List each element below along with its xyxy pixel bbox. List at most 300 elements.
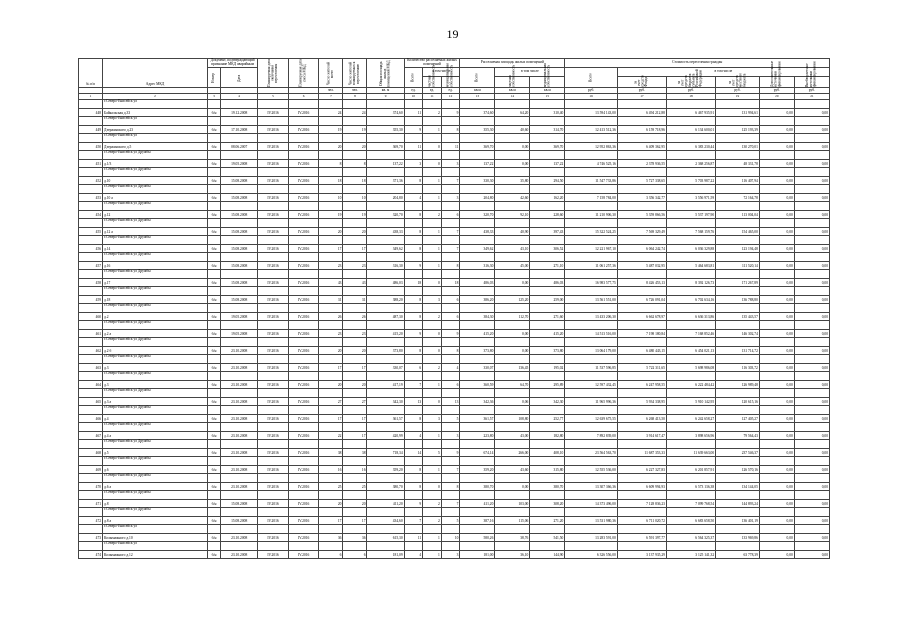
cell-c-loc: 116 303,72 [716, 363, 760, 372]
cell-r-priv: 2 [423, 516, 442, 525]
cell-date: 23.10.2008 [221, 431, 258, 440]
empty-cell [288, 338, 319, 347]
cell-a-mun: 306,52 [530, 244, 565, 253]
cell-c-ex2: 0,00 [794, 108, 829, 117]
table-row-address [79, 270, 830, 279]
address-line-1: г.Северо-Енисейск ул Дружбы [103, 304, 208, 313]
cell-c-fund: 7 128 836,23 [617, 499, 666, 508]
cell-c-ex2: 0,00 [794, 482, 829, 491]
empty-cell [565, 338, 617, 347]
empty-cell [495, 151, 530, 160]
empty-cell [319, 287, 343, 296]
empty-cell [207, 372, 220, 381]
empty-cell [404, 151, 423, 160]
cell-r-mun: 3 [441, 550, 460, 559]
empty-cell [319, 202, 343, 211]
cell-r-mun: 6 [441, 312, 460, 321]
empty-cell [666, 236, 715, 245]
cell-c-fund: 5 359 866,56 [617, 210, 666, 219]
table-row-address [79, 474, 830, 483]
empty-cell [319, 219, 343, 228]
cell-num: 449 [79, 125, 103, 134]
cell-res: 17 [319, 244, 343, 253]
cell-date: 23.10.2008 [221, 448, 258, 457]
empty-cell [565, 372, 617, 381]
empty-cell [441, 100, 460, 109]
empty-cell [221, 236, 258, 245]
column-number-cell: 4 [221, 94, 258, 100]
empty-cell [666, 389, 715, 398]
cell-addr2: д.4 [103, 414, 208, 423]
empty-cell [423, 151, 442, 160]
cell-c-reg: 6 383 230,44 [666, 142, 715, 151]
cell-date: 15.08.2008 [221, 278, 258, 287]
empty-cell [666, 457, 715, 466]
cell-area: 349,62 [367, 244, 404, 253]
cell-r-mun: 3 [441, 431, 460, 440]
cell-num: 472 [79, 516, 103, 525]
empty-cell [716, 100, 760, 109]
empty-cell [221, 440, 258, 449]
cell-r-mun: 9 [441, 329, 460, 338]
cell-a-mun: 486,03 [530, 278, 565, 287]
empty-cell [794, 321, 829, 330]
empty-cell [565, 100, 617, 109]
cell-c-ex: 0,00 [759, 261, 794, 270]
empty-cell [207, 151, 220, 160]
empty-cell [258, 117, 289, 126]
empty-cell [207, 508, 220, 517]
cell-c-loc: 144 893,24 [716, 499, 760, 508]
empty-cell [207, 406, 220, 415]
empty-cell [367, 321, 404, 330]
cell-c-fund: 3 914 617,47 [617, 431, 666, 440]
cell-area: 434,60 [367, 516, 404, 525]
cell-a-mun: 408,10 [530, 448, 565, 457]
cell-reloc: IV.2016 [258, 363, 289, 372]
cell-addr2: Колымажного д.10 [103, 533, 208, 542]
cell-date: 15.08.2008 [221, 227, 258, 236]
empty-cell [460, 202, 495, 211]
col-rooms-private-header: частная собственность [423, 77, 442, 88]
cell-date: 19.05.2008 [221, 329, 258, 338]
empty-cell [343, 440, 367, 449]
cell-c-ex: 0,00 [759, 448, 794, 457]
cell-c-fund: 6 711 020,72 [617, 516, 666, 525]
empty-cell [79, 304, 103, 313]
column-number-cell: 15 [530, 94, 565, 100]
table-row-address [79, 355, 830, 364]
cell-r-mun: 7 [441, 244, 460, 253]
cell-c-ex: 0,00 [759, 346, 794, 355]
address-line-1: г.Северо-Енисейск ул Дружбы [103, 355, 208, 364]
empty-cell [79, 321, 103, 330]
cell-c-ex2: 0,00 [794, 193, 829, 202]
empty-cell [794, 236, 829, 245]
cell-c-ex2: 0,00 [794, 244, 829, 253]
cell-reloc: IV.2016 [258, 329, 289, 338]
empty-cell [221, 406, 258, 415]
cell-c-all: 13 283 591,00 [565, 533, 617, 542]
empty-cell [759, 440, 794, 449]
cell-area: 438,33 [367, 227, 404, 236]
cell-c-all: 15 322 524,25 [565, 227, 617, 236]
cell-no: б/н [207, 210, 220, 219]
empty-cell [495, 287, 530, 296]
empty-cell [530, 508, 565, 517]
table-row-address [79, 423, 830, 432]
empty-cell [207, 389, 220, 398]
empty-cell [423, 440, 442, 449]
empty-cell [495, 236, 530, 245]
empty-cell [207, 474, 220, 483]
cell-r-all: 4 [404, 193, 423, 202]
empty-cell [79, 151, 103, 160]
empty-cell [207, 542, 220, 551]
empty-cell [565, 168, 617, 177]
address-line-1: г.Северо-Енисейск ул Дружбы [103, 423, 208, 432]
address-line-1: г.Северо-Енисейск ул Дружбы [103, 270, 208, 279]
unit-cell: ед. [441, 88, 460, 94]
cell-resp: 8 [343, 159, 367, 168]
empty-cell [495, 219, 530, 228]
cell-a-mun: 295,89 [530, 380, 565, 389]
empty-cell [617, 525, 666, 534]
empty-cell [617, 508, 666, 517]
cell-reloc: IV.2016 [258, 227, 289, 236]
empty-cell [495, 134, 530, 143]
cell-a-all: 181,00 [460, 550, 495, 559]
address-line-1: г.Северо-Енисейск ул Дружбы [103, 168, 208, 177]
cell-reloc: IV.2016 [258, 295, 289, 304]
cell-c-fund: 6 480 443,15 [617, 346, 666, 355]
cell-reloc: IV.2016 [258, 159, 289, 168]
cell-a-mun: 315,80 [530, 465, 565, 474]
cell-c-loc: 72 164,78 [716, 193, 760, 202]
empty-cell [441, 406, 460, 415]
cell-addr2: д.3 [103, 380, 208, 389]
empty-cell [716, 525, 760, 534]
column-number-cell: 14 [495, 94, 530, 100]
cell-addr2: д.17 [103, 278, 208, 287]
empty-cell [319, 542, 343, 551]
cell-c-loc: 146 302,74 [716, 329, 760, 338]
empty-cell [716, 219, 760, 228]
unit-cell: ед. [423, 88, 442, 94]
empty-cell [288, 474, 319, 483]
empty-cell [221, 287, 258, 296]
empty-cell [258, 321, 289, 330]
cell-r-mun: 13 [441, 397, 460, 406]
cell-c-all: 23 564 563,70 [565, 448, 617, 457]
cell-a-all: 486,03 [460, 278, 495, 287]
table-row [79, 159, 830, 168]
empty-cell [288, 134, 319, 143]
col-residents-header: Число жителей всего [319, 59, 343, 88]
empty-cell [258, 151, 289, 160]
empty-cell [617, 372, 666, 381]
empty-cell [319, 117, 343, 126]
cell-a-priv: 136,45 [495, 363, 530, 372]
empty-cell [423, 338, 442, 347]
cell-r-priv: 2 [423, 499, 442, 508]
cell-demol: IV.2016 [288, 176, 319, 185]
column-number-cell: 9 [367, 94, 404, 100]
cell-c-ex: 0,00 [759, 516, 794, 525]
empty-cell [530, 457, 565, 466]
cell-resp: 25 [343, 482, 367, 491]
empty-cell [79, 423, 103, 432]
empty-cell [460, 287, 495, 296]
empty-cell [288, 151, 319, 160]
empty-cell [441, 525, 460, 534]
column-number-cell: 2 [103, 94, 208, 100]
cell-date: 23.10.2008 [221, 465, 258, 474]
empty-cell [288, 508, 319, 517]
empty-cell [207, 117, 220, 126]
empty-cell [221, 185, 258, 194]
cell-c-fund: 11 687 353,33 [617, 448, 666, 457]
empty-cell [794, 491, 829, 500]
cell-date: 15.08.2008 [221, 516, 258, 525]
cell-c-reg: 6 222 484,42 [666, 380, 715, 389]
empty-cell [367, 542, 404, 551]
address-line-1: г.Северо-Енисейск ул [103, 117, 208, 126]
empty-cell [666, 372, 715, 381]
empty-cell [423, 202, 442, 211]
cell-num: 452 [79, 176, 103, 185]
empty-cell [319, 253, 343, 262]
empty-cell [207, 287, 220, 296]
cell-resp: 20 [343, 227, 367, 236]
cell-c-reg: 5 703 987,22 [666, 176, 715, 185]
empty-cell [716, 389, 760, 398]
empty-cell [460, 508, 495, 517]
empty-cell [343, 491, 367, 500]
empty-cell [666, 355, 715, 364]
empty-cell [79, 185, 103, 194]
cell-c-loc: 111 520,14 [716, 261, 760, 270]
table-row [79, 363, 830, 372]
cell-no: б/н [207, 550, 220, 559]
cell-resp: 17 [343, 414, 367, 423]
cell-res: 17 [319, 414, 343, 423]
cell-a-priv: 92,10 [495, 210, 530, 219]
cell-c-ex: 0,00 [759, 176, 794, 185]
cell-res: 16 [319, 465, 343, 474]
cell-addr2: д.4 а [103, 431, 208, 440]
cell-no: б/н [207, 431, 220, 440]
empty-cell [794, 253, 829, 262]
cell-no: б/н [207, 108, 220, 117]
col-rooms-total-header: Всего [404, 68, 423, 88]
empty-cell [367, 304, 404, 313]
empty-cell [367, 423, 404, 432]
cell-num: 458 [79, 278, 103, 287]
empty-cell [423, 287, 442, 296]
cell-date: 23.10.2008 [221, 482, 258, 491]
empty-cell [288, 185, 319, 194]
table-row [79, 125, 830, 134]
empty-cell [343, 185, 367, 194]
empty-cell [258, 168, 289, 177]
cell-r-priv: 1 [423, 550, 442, 559]
cell-r-priv: 0 [423, 142, 442, 151]
empty-cell [460, 525, 495, 534]
cell-c-reg: 6 242 658,27 [666, 414, 715, 423]
cell-c-loc: 123 194,48 [716, 244, 760, 253]
cell-a-all: 137,22 [460, 159, 495, 168]
empty-cell [530, 100, 565, 109]
empty-cell [404, 236, 423, 245]
empty-cell [460, 185, 495, 194]
empty-cell [495, 474, 530, 483]
empty-cell [207, 440, 220, 449]
empty-cell [495, 389, 530, 398]
table-row-address [79, 236, 830, 245]
empty-cell [441, 389, 460, 398]
cell-r-priv: 1 [423, 261, 442, 270]
cell-resp: 17 [343, 363, 367, 372]
empty-cell [319, 474, 343, 483]
cell-num: 464 [79, 380, 103, 389]
cell-res: 17 [319, 363, 343, 372]
cell-c-fund: 5 487 032,95 [617, 261, 666, 270]
table-row-address [79, 406, 830, 415]
empty-cell [343, 304, 367, 313]
empty-cell [460, 321, 495, 330]
cell-r-all: 11 [404, 533, 423, 542]
empty-cell [716, 151, 760, 160]
cell-c-all: 13 433 206,30 [565, 312, 617, 321]
empty-cell [460, 474, 495, 483]
cell-resp: 24 [343, 108, 367, 117]
empty-cell [666, 100, 715, 109]
cell-r-all: 3 [404, 159, 423, 168]
cell-resp: 17 [343, 244, 367, 253]
empty-cell [716, 185, 760, 194]
empty-cell [565, 134, 617, 143]
table-row-address [79, 202, 830, 211]
cell-no: б/н [207, 278, 220, 287]
address-line-1: г.Северо-Енисейск ул Дружбы [103, 457, 208, 466]
col-doc-number-header: Номер [207, 68, 220, 88]
cell-c-ex2: 0,00 [794, 431, 829, 440]
cell-reloc: IV.2016 [258, 193, 289, 202]
empty-cell [460, 355, 495, 364]
cell-r-mun: 8 [441, 482, 460, 491]
empty-cell [530, 151, 565, 160]
cell-demol: IV.2016 [288, 159, 319, 168]
empty-cell [404, 372, 423, 381]
cell-c-reg: 6 467 935,91 [666, 108, 715, 117]
cell-num: 456 [79, 244, 103, 253]
cell-date: 23.10.2008 [221, 380, 258, 389]
empty-cell [207, 185, 220, 194]
empty-cell [221, 491, 258, 500]
empty-cell [221, 338, 258, 347]
cell-a-mun: 342,30 [530, 397, 565, 406]
table-row [79, 278, 830, 287]
empty-cell [759, 304, 794, 313]
empty-cell [565, 304, 617, 313]
unit-cell: руб. [759, 88, 794, 94]
cell-c-all: 7 158 784,00 [565, 193, 617, 202]
cell-a-priv: 0,00 [495, 142, 530, 151]
empty-cell [79, 202, 103, 211]
cell-r-all: 4 [404, 550, 423, 559]
empty-cell [666, 491, 715, 500]
empty-cell [716, 321, 760, 330]
cell-r-priv: 0 [423, 329, 442, 338]
column-number-cell: 3 [207, 94, 220, 100]
empty-cell [666, 287, 715, 296]
empty-cell [404, 389, 423, 398]
empty-cell [441, 168, 460, 177]
cell-c-fund: 6 726 091,04 [617, 295, 666, 304]
cell-c-all: 11 061 257,36 [565, 261, 617, 270]
empty-cell [495, 270, 530, 279]
table-row [79, 482, 830, 491]
cell-reloc: IV.2016 [258, 244, 289, 253]
empty-cell [617, 389, 666, 398]
empty-cell [530, 440, 565, 449]
empty-cell [495, 491, 530, 500]
cell-c-reg: 6 683 658,50 [666, 516, 715, 525]
empty-cell [530, 321, 565, 330]
empty-cell [221, 151, 258, 160]
cell-demol: IV.2016 [288, 482, 319, 491]
cell-r-all: 9 [404, 125, 423, 134]
cell-date: 15.08.2008 [221, 261, 258, 270]
cell-reloc: IV.2016 [258, 278, 289, 287]
cell-r-priv: 0 [423, 159, 442, 168]
cell-c-loc: 136 788,80 [716, 295, 760, 304]
empty-cell [565, 491, 617, 500]
cell-a-priv: 112,70 [495, 312, 530, 321]
empty-cell [288, 457, 319, 466]
empty-cell [617, 338, 666, 347]
cell-area: 415,20 [367, 329, 404, 338]
column-number-cell: 8 [343, 94, 367, 100]
empty-cell [617, 236, 666, 245]
empty-cell [319, 423, 343, 432]
cell-reloc: IV.2016 [258, 499, 289, 508]
cell-a-mun: 308,20 [530, 499, 565, 508]
empty-cell [460, 338, 495, 347]
cell-a-mun: 259,00 [530, 295, 565, 304]
table-row-address [79, 525, 830, 534]
cell-c-all: 12 952 863,36 [565, 142, 617, 151]
cell-resp: 27 [343, 397, 367, 406]
cell-resp: 17 [343, 516, 367, 525]
empty-cell [288, 100, 319, 109]
empty-cell [79, 236, 103, 245]
empty-cell [221, 474, 258, 483]
empty-cell [759, 321, 794, 330]
empty-cell [565, 542, 617, 551]
empty-cell [319, 491, 343, 500]
table-row-address [79, 372, 830, 381]
cell-demol: IV.2016 [288, 499, 319, 508]
cell-c-ex: 0,00 [759, 482, 794, 491]
table-row [79, 465, 830, 474]
empty-cell [716, 202, 760, 211]
cell-r-mun: 8 [441, 261, 460, 270]
empty-cell [441, 321, 460, 330]
cell-c-reg: 11 639 663,00 [666, 448, 715, 457]
empty-cell [716, 457, 760, 466]
